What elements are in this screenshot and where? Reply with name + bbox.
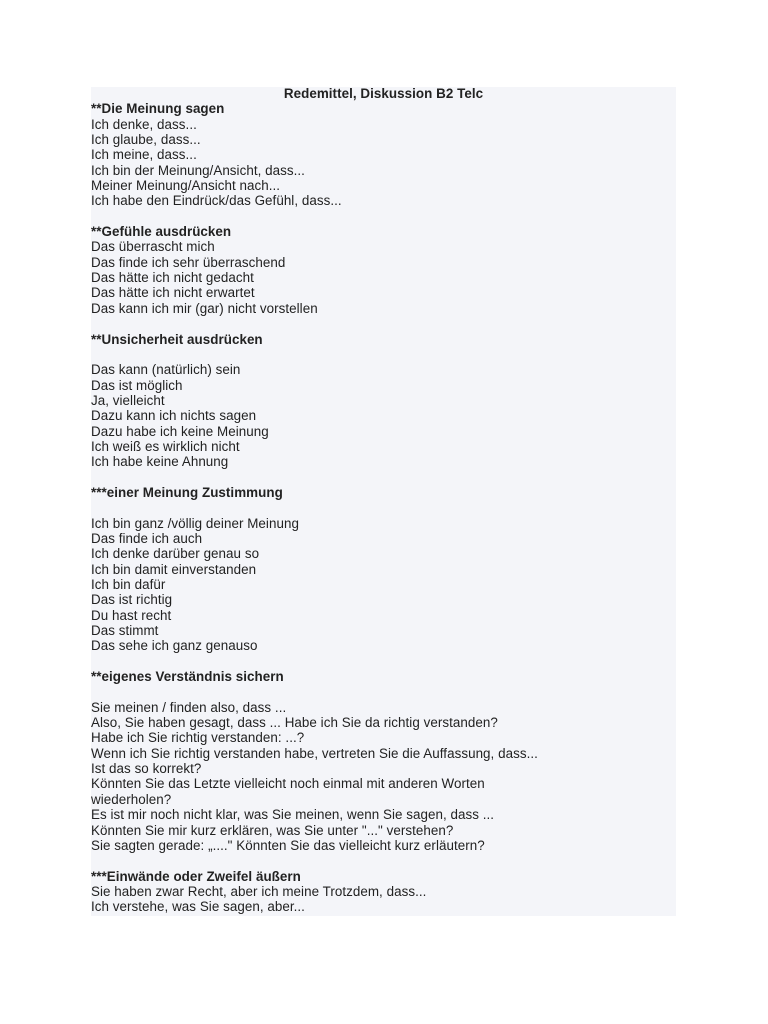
list-item: Das kann ich mir (gar) nicht vorstellen bbox=[91, 300, 318, 316]
list-item: Das finde ich auch bbox=[91, 530, 203, 546]
list-item: Das finde ich sehr überraschend bbox=[91, 254, 286, 270]
list-item: Wenn ich Sie richtig verstanden habe, vertreten Sie die Auffassung, dass... bbox=[91, 745, 538, 761]
list-item: Das hätte ich nicht gedacht bbox=[91, 270, 254, 286]
list-item: Sie meinen / finden also, dass ... bbox=[91, 699, 287, 715]
list-item: Sie sagten gerade: „...." Könnten Sie das vielleicht kurz erläutern? bbox=[91, 837, 485, 853]
list-item: Ich habe den Eindrück/das Gefühl, dass... bbox=[91, 193, 342, 209]
section-heading-meinung-sagen: **Die Meinung sagen bbox=[91, 101, 225, 117]
list-item: Das kann (natürlich) sein bbox=[91, 362, 241, 378]
section-heading-zustimmung: ***einer Meinung Zustimmung bbox=[91, 484, 283, 500]
list-item: Ich weiß es wirklich nicht bbox=[91, 438, 240, 454]
list-item: Das ist richtig bbox=[91, 592, 173, 608]
list-item: Ich meine, dass... bbox=[91, 147, 197, 163]
spacer bbox=[91, 654, 676, 669]
list-item: Dazu habe ich keine Meinung bbox=[91, 423, 269, 439]
list-item: Ich bin damit einverstanden bbox=[91, 561, 257, 577]
list-item: Es ist mir noch nicht klar, was Sie meinen, wenn Sie sagen, dass ... bbox=[91, 807, 495, 823]
list-item: Ich habe keine Ahnung bbox=[91, 454, 229, 470]
list-item: Ich denke darüber genau so bbox=[91, 546, 260, 562]
list-item: Ich bin der Meinung/Ansicht, dass... bbox=[91, 162, 305, 178]
list-item: Dazu kann ich nichts sagen bbox=[91, 408, 257, 424]
spacer bbox=[91, 209, 676, 224]
list-item: Habe ich Sie richtig verstanden: ...? bbox=[91, 730, 305, 746]
list-item: Das überrascht mich bbox=[91, 239, 215, 255]
list-item: Könnten Sie mir kurz erklären, was Sie unter "..." verstehen? bbox=[91, 822, 454, 838]
spacer bbox=[91, 853, 676, 868]
list-item: Sie haben zwar Recht, aber ich meine Trotzdem, dass... bbox=[91, 883, 427, 899]
list-item: Das hätte ich nicht erwartet bbox=[91, 285, 255, 301]
list-item: Ich denke, dass... bbox=[91, 116, 197, 132]
list-item: Das stimmt bbox=[91, 623, 159, 639]
list-item: Könnten Sie das Letzte vielleicht noch einmal mit anderen Worten bbox=[91, 776, 485, 792]
list-item: Also, Sie haben gesagt, dass ... Habe ich Sie da richtig verstanden? bbox=[91, 715, 498, 731]
document-title: Redemittel, Diskussion B2 Telc bbox=[283, 86, 484, 101]
list-item: Meiner Meinung/Ansicht nach... bbox=[91, 178, 281, 194]
spacer bbox=[91, 684, 676, 699]
list-item: Du hast recht bbox=[91, 607, 172, 623]
spacer bbox=[91, 316, 676, 331]
list-item: Ich verstehe, was Sie sagen, aber... bbox=[91, 899, 305, 915]
list-item: Ich bin dafür bbox=[91, 577, 166, 592]
section-heading-verstaendnis: **eigenes Verständnis sichern bbox=[91, 669, 284, 685]
spacer bbox=[91, 347, 676, 362]
list-item: Ich bin ganz /völlig deiner Meinung bbox=[91, 515, 299, 531]
section-heading-unsicherheit: **Unsicherheit ausdrücken bbox=[91, 331, 263, 347]
list-item: Ja, vielleicht bbox=[91, 392, 165, 408]
section-heading-einwaende: ***Einwände oder Zweifel äußern bbox=[91, 868, 301, 884]
list-item: Das sehe ich ganz genauso bbox=[91, 638, 258, 654]
list-item: Das ist möglich bbox=[91, 377, 183, 393]
list-item: Ist das so korrekt? bbox=[91, 761, 202, 777]
list-item: Ich glaube, dass... bbox=[91, 132, 201, 148]
spacer bbox=[91, 500, 676, 515]
spacer bbox=[91, 470, 676, 485]
document-body bbox=[91, 86, 676, 915]
list-item: wiederholen? bbox=[91, 791, 172, 807]
section-heading-gefuehle: **Gefühle ausdrücken bbox=[91, 224, 232, 240]
